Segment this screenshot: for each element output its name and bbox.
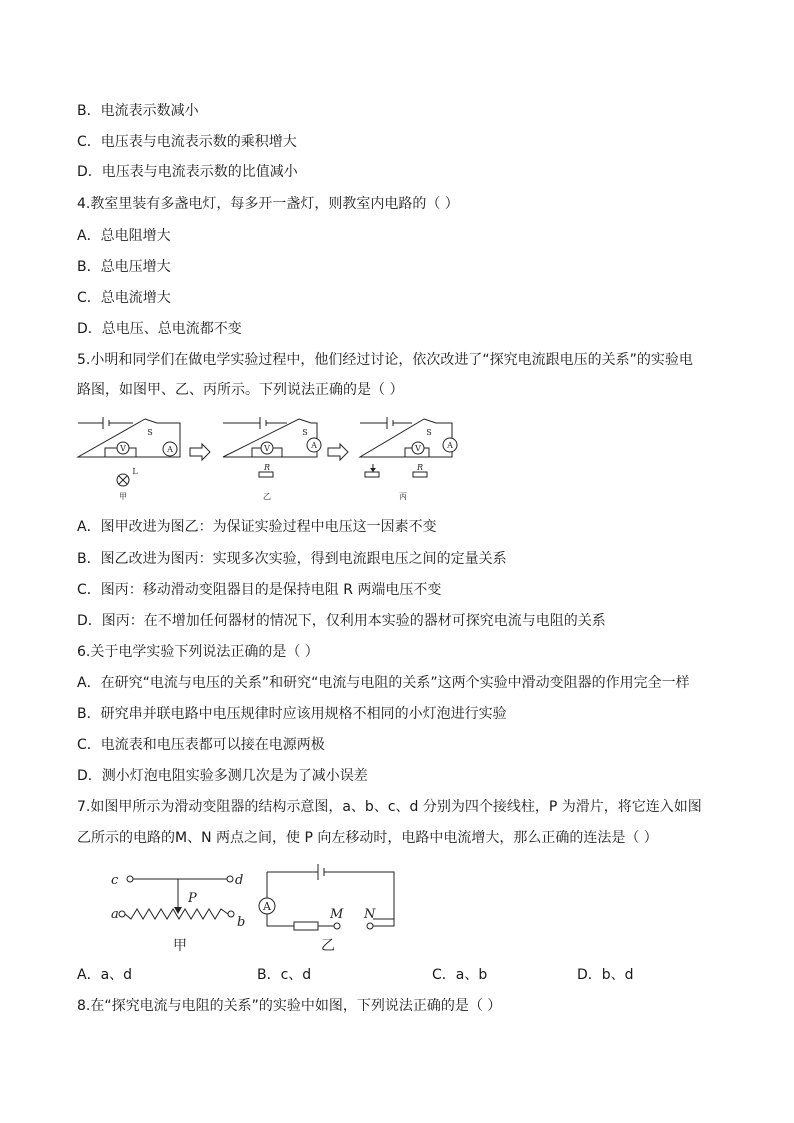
fig5-switch-label-2: S	[302, 428, 308, 437]
q5-stem-line1: 5.小明和同学们在做电学实验过程中，他们经过讨论，依次改进了“探究电流跟电压的关系”的实验电	[77, 352, 693, 368]
fig7-ammeter-symbol: A	[263, 900, 271, 913]
q6-stem: 6.关于电学实验下列说法正确的是（ ）	[77, 644, 319, 660]
q7-rheostat-figure	[108, 860, 408, 960]
fig7-caption-yi: 乙	[321, 938, 335, 954]
q4-option-d: D．总电压、总电流都不变	[77, 321, 242, 337]
q6-option-c: C．电流表和电压表都可以接在电源两极	[77, 737, 325, 753]
q3-option-b: B．电流表示数减小	[77, 103, 199, 119]
q8-stem: 8.在“探究电流与电阻的关系”的实验中如图，下列说法正确的是（ ）	[77, 998, 502, 1014]
fig5-voltmeter-symbol: V	[120, 444, 126, 453]
fig5-resistor-label: R	[263, 463, 271, 472]
fig5-ammeter-symbol-3: A	[447, 441, 453, 450]
q5-option-d: D．图丙：在不增加任何器材的情况下，仅利用本实验的器材可探究电流与电阻的关系	[77, 613, 606, 629]
fig5-voltmeter-symbol-3: V	[415, 444, 421, 453]
q5-circuit-figure	[77, 412, 477, 501]
fig7-terminal-c: c	[111, 873, 119, 888]
q5-option-a: A．图甲改进为图乙：为保证实验过程中电压这一因素不变	[77, 519, 437, 535]
q5-option-b: B．图乙改进为图丙：实现多次实验，得到电流跟电压之间的定量关系	[77, 551, 507, 567]
q6-option-a: A．在研究“电流与电压的关系”和研究“电流与电阻的关系”这两个实验中滑动变阻器的作用完全一样	[77, 675, 690, 691]
fig7-point-n: N	[364, 907, 376, 922]
q3-option-d: D．电压表与电流表示数的比值减小	[77, 164, 298, 180]
q7-stem-line1: 7.如图甲所示为滑动变阻器的结构示意图，a、b、c、d 分别为四个接线柱，P 为滑片，将它连入如图	[77, 799, 702, 815]
q7-stem-line2: 乙所示的电路的M、N 两点之间，使 P 向左移动时，电路中电流增大，那么正确的连法是（ ）	[77, 830, 658, 846]
q7-option-d: D．b、d	[577, 967, 634, 983]
fig5-ammeter-symbol: A	[167, 445, 173, 454]
q4-stem: 4.教室里装有多盏电灯，每多开一盏灯，则教室内电路的（ ）	[77, 196, 459, 212]
fig5-ammeter-symbol-2: A	[311, 441, 317, 450]
fig7-terminal-b: b	[237, 915, 246, 930]
q5-stem-line2: 路图，如图甲、乙、丙所示。下列说法正确的是（ ）	[77, 382, 404, 398]
fig7-terminal-d: d	[235, 873, 244, 888]
fig7-terminal-a: a	[111, 907, 119, 922]
q4-option-b: B．总电压增大	[77, 259, 171, 275]
fig5-switch-label: S	[147, 428, 153, 437]
fig5-resistor-label-2: R	[416, 463, 424, 472]
fig7-slider-p: P	[188, 891, 197, 906]
fig5-caption-jia: 甲	[119, 492, 127, 501]
fig5-voltmeter-symbol-2: V	[264, 444, 270, 453]
fig5-lamp-label: L	[132, 467, 138, 476]
fig7-caption-jia: 甲	[173, 938, 187, 954]
fig5-switch-label-3: S	[426, 428, 432, 437]
fig5-caption-bing: 丙	[399, 492, 407, 501]
q7-option-a: A．a、d	[77, 967, 133, 983]
q6-option-b: B．研究串并联电路中电压规律时应该用规格不相同的小灯泡进行实验	[77, 706, 507, 722]
q3-option-c: C．电压表与电流表示数的乘积增大	[77, 134, 297, 150]
fig5-caption-yi: 乙	[263, 492, 271, 501]
q4-option-a: A．总电阻增大	[77, 228, 171, 244]
q7-option-c: C．a、b	[432, 967, 488, 983]
q4-option-c: C．总电流增大	[77, 290, 171, 306]
q6-option-d: D．测小灯泡电阻实验多测几次是为了减小误差	[77, 768, 368, 784]
q5-option-c: C．图丙：移动滑动变阻器目的是保持电阻 R 两端电压不变	[77, 582, 442, 598]
fig7-point-m: M	[330, 907, 344, 922]
q7-option-b: B．c、d	[257, 967, 312, 983]
